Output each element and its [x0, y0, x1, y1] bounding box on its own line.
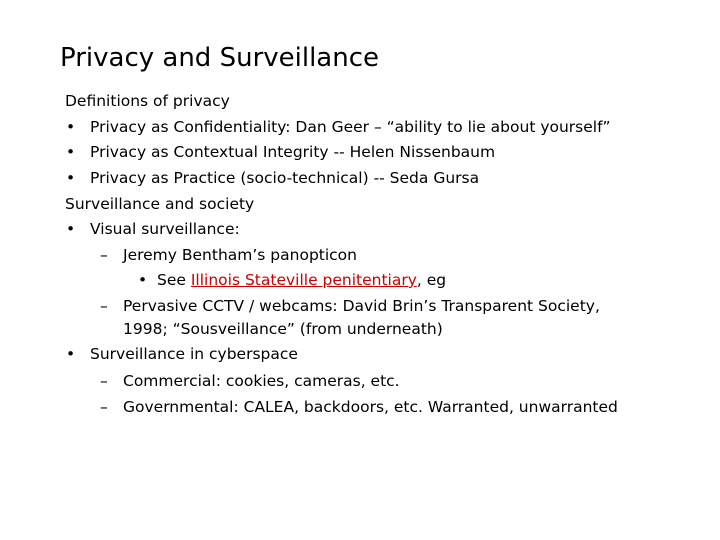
- bullet-icon: •: [138, 271, 148, 289]
- bullet-icon: •: [66, 169, 76, 187]
- dash-icon: –: [100, 372, 108, 390]
- stateville-suffix: , eg: [416, 271, 447, 289]
- list-item-commercial: Commercial: cookies, cameras, etc.: [123, 372, 400, 390]
- bullet-icon: •: [66, 345, 76, 363]
- stateville-prefix: See: [157, 271, 191, 289]
- list-item-cctv-line1: Pervasive CCTV / webcams: David Brin’s Transparent Society,: [123, 297, 600, 315]
- list-item-visual-surveillance: Visual surveillance:: [90, 220, 240, 238]
- dash-icon: –: [100, 398, 108, 416]
- bullet-icon: •: [66, 220, 76, 238]
- section-heading-privacy: Definitions of privacy: [65, 92, 230, 110]
- list-item-panopticon: Jeremy Bentham’s panopticon: [123, 246, 357, 264]
- list-item-cctv-line2: 1998; “Sousveillance” (from underneath): [123, 320, 443, 338]
- list-item-confidentiality: Privacy as Confidentiality: Dan Geer – “ability to lie about yourself”: [90, 118, 611, 136]
- dash-icon: –: [100, 297, 108, 315]
- slide-title: Privacy and Surveillance: [60, 43, 380, 73]
- dash-icon: –: [100, 246, 108, 264]
- list-item-practice: Privacy as Practice (socio-technical) -- Seda Gursa: [90, 169, 480, 187]
- list-item-contextual-integrity: Privacy as Contextual Integrity -- Helen Nissenbaum: [90, 143, 496, 161]
- bullet-icon: •: [66, 118, 76, 136]
- list-item-stateville: [157, 270, 446, 290]
- bullet-icon: •: [66, 143, 76, 161]
- section-heading-surveillance: Surveillance and society: [65, 195, 255, 213]
- list-item-governmental: Governmental: CALEA, backdoors, etc. Warranted, unwarranted: [123, 398, 618, 416]
- list-item-cyberspace: Surveillance in cyberspace: [90, 345, 298, 363]
- stateville-link[interactable]: Illinois Stateville penitentiary: [190, 271, 417, 289]
